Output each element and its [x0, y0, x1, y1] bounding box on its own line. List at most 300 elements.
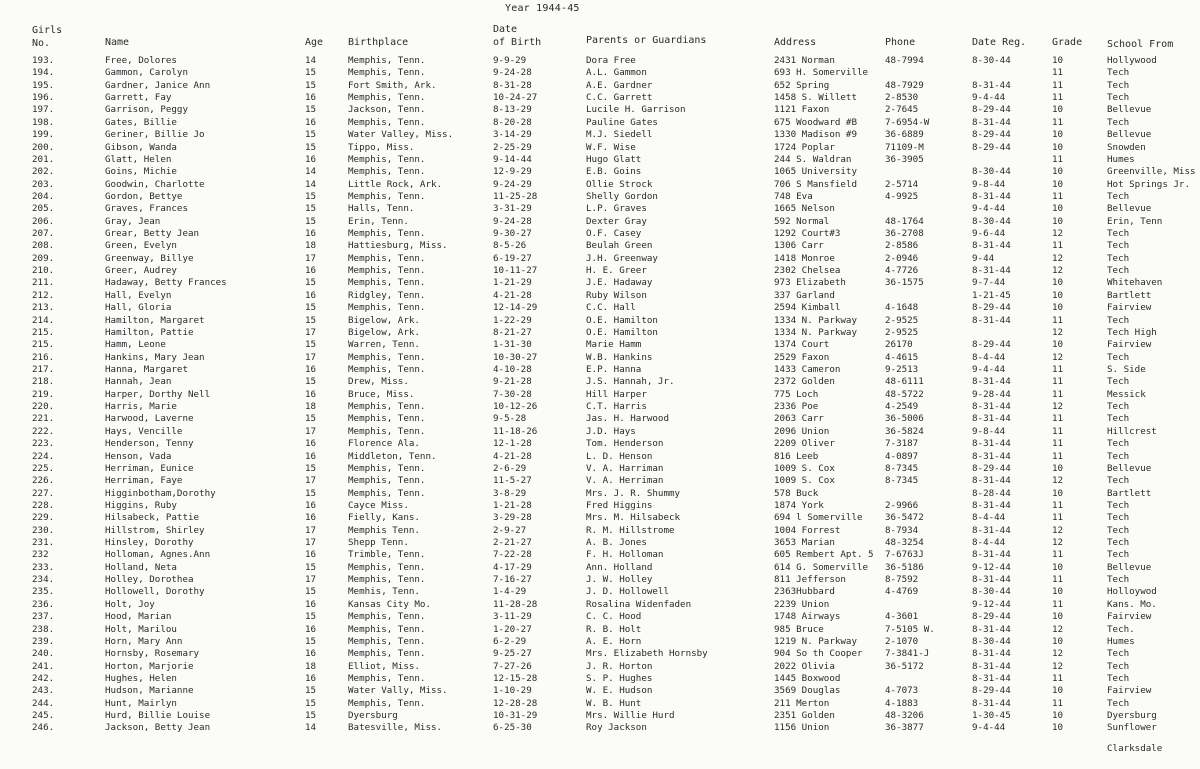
student-name-cell: Hays, Vencille [105, 425, 183, 437]
table-row [0, 722, 1200, 734]
header-school-from: School From [1107, 39, 1174, 50]
age-cell: 14 [305, 55, 317, 66]
parent-guardian-cell: C.C. Hall [586, 302, 636, 314]
student-name-cell: Henderson, Tenny [105, 438, 194, 450]
parent-guardian-cell: W. E. Hudson [586, 685, 653, 697]
grade-cell: 11 [1052, 153, 1064, 165]
address-cell: 1219 N. Parkway [774, 635, 857, 647]
date-of-birth-cell: 12-1-28 [493, 438, 532, 450]
school-from-cell: Tech [1107, 314, 1130, 326]
student-name-cell: Hood, Marian [105, 611, 172, 623]
girl-number-cell: 225. [32, 462, 55, 474]
birthplace-cell: Memhis, Tenn. [348, 586, 420, 598]
school-from-cell: Whitehaven [1107, 277, 1163, 289]
date-of-birth-cell: 10-30-27 [493, 351, 538, 363]
student-table [0, 55, 1200, 735]
phone-cell: 2-7645 [885, 104, 919, 116]
address-cell: 1748 Airways [774, 611, 841, 623]
girl-number-cell: 202. [32, 166, 55, 178]
girl-number-cell: 243. [32, 685, 55, 697]
student-name-cell: Goins, Michie [105, 166, 177, 178]
student-name-cell: Higginbotham,Dorothy [105, 487, 216, 499]
parent-guardian-cell: V. A. Herriman [586, 475, 664, 487]
school-from-cell: S. Side [1107, 363, 1146, 375]
phone-cell: 36-5824 [885, 425, 924, 437]
birthplace-cell: Elliot, Miss. [348, 660, 420, 672]
address-cell: 985 Bruce [774, 623, 824, 635]
girl-number-cell: 224. [32, 450, 55, 462]
parent-guardian-cell: O.F. Casey [586, 228, 642, 240]
grade-cell: 11 [1052, 190, 1064, 202]
parent-guardian-cell: F. H. Holloman [586, 549, 664, 561]
age-cell: 15 [305, 611, 317, 623]
grade-cell: 10 [1052, 635, 1064, 647]
header-name: Name [105, 37, 130, 48]
age-cell: 15 [305, 487, 317, 499]
birthplace-cell: Bigelow, Ark. [348, 326, 420, 338]
table-row [0, 315, 1200, 327]
girl-number-cell: 205. [32, 203, 55, 215]
table-row [0, 611, 1200, 623]
student-name-cell: Gardner, Janice Ann [105, 79, 211, 91]
header-parents: Parents or Guardians [586, 35, 707, 46]
phone-cell: 2-0946 [885, 252, 919, 264]
parent-guardian-cell: Ruby Wilson [586, 289, 647, 301]
school-from-cell: Holloywod [1107, 586, 1157, 598]
girl-number-cell: 246. [32, 722, 55, 734]
date-of-birth-cell: 12-15-28 [493, 672, 538, 684]
girl-number-cell: 241. [32, 660, 55, 672]
table-row [0, 92, 1200, 104]
student-name-cell: Hall, Gloria [105, 302, 172, 314]
address-cell: 2351 Golden [774, 710, 835, 722]
student-name-cell: Gammon, Carolyn [105, 67, 188, 79]
table-row [0, 376, 1200, 388]
date-registered-cell: 8-31-44 [972, 413, 1011, 425]
date-registered-cell: 8-31-44 [972, 623, 1011, 635]
address-cell: 2594 Kimball [774, 302, 841, 314]
girl-number-cell: 194. [32, 67, 55, 79]
date-registered-cell: 1-30-45 [972, 710, 1011, 722]
phone-cell: 36-3877 [885, 722, 924, 734]
table-row [0, 104, 1200, 116]
parent-guardian-cell: W.F. Wise [586, 141, 636, 153]
girl-number-cell: 196. [32, 92, 55, 104]
girl-number-cell: 208. [32, 240, 55, 252]
date-registered-cell: 9-8-44 [972, 425, 1006, 437]
table-row [0, 67, 1200, 79]
girl-number-cell: 199. [32, 129, 55, 141]
girl-number-cell: 213. [32, 302, 55, 314]
date-registered-cell: 9-44 [972, 252, 995, 264]
date-registered-cell: 8-30-44 [972, 215, 1011, 227]
date-of-birth-cell: 1-20-27 [493, 623, 532, 635]
school-from-cell: Tech [1107, 116, 1130, 128]
student-name-cell: Holt, Marilou [105, 623, 177, 635]
student-name-cell: Harper, Dorthy Nell [105, 388, 211, 400]
birthplace-cell: Memphis, Tenn. [348, 574, 426, 586]
address-cell: 1724 Poplar [774, 141, 835, 153]
grade-cell: 10 [1052, 166, 1064, 178]
birthplace-cell: Memphis, Tenn. [348, 55, 426, 66]
girl-number-cell: 193. [32, 55, 55, 66]
date-of-birth-cell: 9-24-29 [493, 178, 532, 190]
parent-guardian-cell: Shelly Gordon [586, 190, 658, 202]
girl-number-cell: 197. [32, 104, 55, 116]
address-cell: 693 H. Somerville [774, 67, 869, 79]
date-of-birth-cell: 10-12-26 [493, 401, 538, 413]
parent-guardian-cell: V. A. Harriman [586, 462, 664, 474]
date-registered-cell: 9-28-44 [972, 388, 1011, 400]
grade-cell: 11 [1052, 672, 1064, 684]
phone-cell: 4-0897 [885, 450, 919, 462]
phone-cell: 36-6889 [885, 129, 924, 141]
student-name-cell: Higgins, Ruby [105, 499, 177, 511]
table-row [0, 389, 1200, 401]
header-birthplace: Birthplace [348, 37, 409, 48]
phone-cell: 4-7726 [885, 265, 919, 277]
phone-cell: 2-8530 [885, 92, 919, 104]
phone-cell: 36-5006 [885, 413, 924, 425]
school-from-cell: Tech [1107, 67, 1130, 79]
address-cell: 1121 Faxon [774, 104, 830, 116]
student-name-cell: Harwood, Laverne [105, 413, 194, 425]
table-row [0, 624, 1200, 636]
date-of-birth-cell: 4-21-28 [493, 450, 532, 462]
address-cell: 1156 Union [774, 722, 830, 734]
parent-guardian-cell: Beulah Green [586, 240, 653, 252]
age-cell: 17 [305, 351, 317, 363]
header-age: Age [305, 37, 324, 48]
student-name-cell: Holt, Joy [105, 598, 155, 610]
parent-guardian-cell: M.J. Siedell [586, 129, 653, 141]
date-registered-cell: 9-12-44 [972, 598, 1011, 610]
grade-cell: 12 [1052, 475, 1064, 487]
girl-number-cell: 234. [32, 574, 55, 586]
phone-cell: 36-3905 [885, 153, 924, 165]
date-registered-cell: 9-6-44 [972, 228, 1006, 240]
phone-cell: 4-1648 [885, 302, 919, 314]
parent-guardian-cell: O.E. Hamilton [586, 314, 658, 326]
date-registered-cell: 8-31-44 [972, 376, 1011, 388]
student-name-cell: Geriner, Billie Jo [105, 129, 205, 141]
student-name-cell: Hillstrom, Shirley [105, 524, 205, 536]
grade-cell: 12 [1052, 351, 1064, 363]
age-cell: 15 [305, 302, 317, 314]
girl-number-cell: 209. [32, 252, 55, 264]
age-cell: 16 [305, 92, 317, 104]
school-from-cell: Hillcrest [1107, 425, 1157, 437]
age-cell: 15 [305, 635, 317, 647]
parent-guardian-cell: Rosalina Widenfaden [586, 598, 692, 610]
table-row [0, 537, 1200, 549]
grade-cell: 11 [1052, 314, 1064, 326]
table-row [0, 549, 1200, 561]
date-registered-cell: 8-31-44 [972, 401, 1011, 413]
birthplace-cell: Memphis, Tenn. [348, 363, 426, 375]
address-cell: 1418 Monroe [774, 252, 835, 264]
age-cell: 16 [305, 672, 317, 684]
birthplace-cell: Memphis, Tenn. [348, 635, 426, 647]
age-cell: 16 [305, 598, 317, 610]
date-of-birth-cell: 9-9-29 [493, 55, 527, 66]
phone-cell: 8-7345 [885, 475, 919, 487]
birthplace-cell: Fielly, Kans. [348, 512, 420, 524]
phone-cell: 36-2708 [885, 228, 924, 240]
grade-cell: 12 [1052, 660, 1064, 672]
table-row [0, 451, 1200, 463]
phone-cell: 4-7073 [885, 685, 919, 697]
grade-cell: 12 [1052, 326, 1064, 338]
girl-number-cell: 214. [32, 314, 55, 326]
phone-cell: 4-4615 [885, 351, 919, 363]
date-of-birth-cell: 11-28-28 [493, 598, 538, 610]
grade-cell: 11 [1052, 388, 1064, 400]
parent-guardian-cell: Mrs. M. Hilsabeck [586, 512, 681, 524]
date-of-birth-cell: 1-22-29 [493, 314, 532, 326]
grade-cell: 11 [1052, 92, 1064, 104]
age-cell: 16 [305, 153, 317, 165]
address-cell: 2302 Chelsea [774, 265, 841, 277]
phone-cell: 4-1883 [885, 697, 919, 709]
student-name-cell: Gates, Billie [105, 116, 177, 128]
student-name-cell: Hannah, Jean [105, 376, 172, 388]
phone-cell: 7-6763J [885, 549, 924, 561]
birthplace-cell: Memphis, Tenn. [348, 611, 426, 623]
date-of-birth-cell: 4-17-29 [493, 561, 532, 573]
school-from-cell: Tech [1107, 660, 1130, 672]
birthplace-cell: Memphis, Tenn. [348, 697, 426, 709]
parent-guardian-cell: Tom. Henderson [586, 438, 664, 450]
birthplace-cell: Little Rock, Ark. [348, 178, 443, 190]
parent-guardian-cell: W.B. Hankins [586, 351, 653, 363]
student-name-cell: Garrison, Peggy [105, 104, 188, 116]
parent-guardian-cell: J. W. Holley [586, 574, 653, 586]
birthplace-cell: Ridgley, Tenn. [348, 289, 426, 301]
grade-cell: 11 [1052, 79, 1064, 91]
date-of-birth-cell: 1-31-30 [493, 339, 532, 351]
address-cell: 973 Elizabeth [774, 277, 846, 289]
birthplace-cell: Erin, Tenn. [348, 215, 409, 227]
age-cell: 15 [305, 586, 317, 598]
address-cell: 904 So th Cooper [774, 648, 863, 660]
date-of-birth-cell: 8-5-26 [493, 240, 527, 252]
birthplace-cell: Batesville, Miss. [348, 722, 443, 734]
girl-number-cell: 239. [32, 635, 55, 647]
school-from-cell: Greenville, Miss [1107, 166, 1196, 178]
girl-number-cell: 206. [32, 215, 55, 227]
date-registered-cell: 8-29-44 [972, 685, 1011, 697]
date-of-birth-cell: 3-14-29 [493, 129, 532, 141]
school-from-cell: Bellevue [1107, 104, 1152, 116]
birthplace-cell: Memphis, Tenn. [348, 623, 426, 635]
date-of-birth-cell: 3-29-28 [493, 512, 532, 524]
address-cell: 1004 Forrest [774, 524, 841, 536]
school-from-cell: Erin, Tenn [1107, 215, 1163, 227]
address-cell: 1334 N. Parkway [774, 326, 857, 338]
phone-cell: 4-9925 [885, 190, 919, 202]
girl-number-cell: 203. [32, 178, 55, 190]
parent-guardian-cell: C. C. Hood [586, 611, 642, 623]
table-row [0, 525, 1200, 537]
address-cell: 2529 Faxon [774, 351, 830, 363]
date-of-birth-cell: 10-24-27 [493, 92, 538, 104]
parent-guardian-cell: Lucile H. Garrison [586, 104, 686, 116]
parent-guardian-cell: Mrs. Willie Hurd [586, 710, 675, 722]
school-from-cell: Tech [1107, 499, 1130, 511]
address-cell: 605 Rembert Apt. 5 [774, 549, 874, 561]
table-row [0, 228, 1200, 240]
school-from-cell: Fairview [1107, 685, 1152, 697]
table-row [0, 475, 1200, 487]
grade-cell: 11 [1052, 512, 1064, 524]
student-name-cell: Graves, Frances [105, 203, 188, 215]
phone-cell: 7-5105 W. [885, 623, 935, 635]
age-cell: 15 [305, 190, 317, 202]
address-cell: 2372 Golden [774, 376, 835, 388]
birthplace-cell: Shepp Tenn. [348, 537, 409, 549]
grade-cell: 12 [1052, 228, 1064, 240]
phone-cell: 7-3841-J [885, 648, 930, 660]
address-cell: 675 Woodward #B [774, 116, 857, 128]
date-of-birth-cell: 8-13-29 [493, 104, 532, 116]
student-name-cell: Hamm, Leone [105, 339, 166, 351]
student-name-cell: Hankins, Mary Jean [105, 351, 205, 363]
school-from-cell: Kans. Mo. [1107, 598, 1157, 610]
student-name-cell: Gray, Jean [105, 215, 161, 227]
date-registered-cell: 9-12-44 [972, 561, 1011, 573]
age-cell: 14 [305, 166, 317, 178]
date-of-birth-cell: 11-18-26 [493, 425, 538, 437]
school-from-cell: Bellevue [1107, 462, 1152, 474]
phone-cell: 8-7592 [885, 574, 919, 586]
age-cell: 17 [305, 475, 317, 487]
student-name-cell: Horton, Marjorie [105, 660, 194, 672]
address-cell: 694 l Somerville [774, 512, 863, 524]
date-of-birth-cell: 11-25-28 [493, 190, 538, 202]
age-cell: 15 [305, 141, 317, 153]
phone-cell: 36-1575 [885, 277, 924, 289]
grade-cell: 11 [1052, 697, 1064, 709]
phone-cell: 2-9525 [885, 314, 919, 326]
date-registered-cell: 8-29-44 [972, 462, 1011, 474]
date-of-birth-cell: 9-25-27 [493, 648, 532, 660]
parent-guardian-cell: L. D. Henson [586, 450, 653, 462]
table-row [0, 698, 1200, 710]
date-registered-cell: 8-31-44 [972, 314, 1011, 326]
parent-guardian-cell: J.D. Hays [586, 425, 636, 437]
date-registered-cell: 8-31-44 [972, 190, 1011, 202]
date-registered-cell: 8-31-44 [972, 524, 1011, 536]
address-cell: 1330 Madison #9 [774, 129, 857, 141]
date-registered-cell: 8-31-44 [972, 499, 1011, 511]
student-name-cell: Grear, Betty Jean [105, 228, 200, 240]
age-cell: 14 [305, 178, 317, 190]
table-row [0, 488, 1200, 500]
girl-number-cell: 221. [32, 413, 55, 425]
girl-number-cell: 229. [32, 512, 55, 524]
address-cell: 816 Leeb [774, 450, 819, 462]
school-from-cell: Bellevue [1107, 561, 1152, 573]
address-cell: 1065 University [774, 166, 857, 178]
school-from-cell: Tech [1107, 438, 1130, 450]
school-from-cell: Tech [1107, 512, 1130, 524]
school-from-cell: Bartlett [1107, 289, 1152, 301]
date-registered-cell: 8-29-44 [972, 141, 1011, 153]
date-registered-cell: 8-31-44 [972, 574, 1011, 586]
age-cell: 17 [305, 326, 317, 338]
date-of-birth-cell: 6-25-30 [493, 722, 532, 734]
date-registered-cell: 8-31-44 [972, 475, 1011, 487]
birthplace-cell: Cayce Miss. [348, 499, 409, 511]
student-name-cell: Garrett, Fay [105, 92, 172, 104]
birthplace-cell: Memphis, Tenn. [348, 190, 426, 202]
student-name-cell: Herriman, Eunice [105, 462, 194, 474]
parent-guardian-cell: Hugo Glatt [586, 153, 642, 165]
school-from-cell: Snowden [1107, 141, 1146, 153]
birthplace-cell: Drew, Miss. [348, 376, 409, 388]
date-registered-cell: 8-31-44 [972, 672, 1011, 684]
grade-cell: 11 [1052, 598, 1064, 610]
address-cell: 775 Loch [774, 388, 819, 400]
address-cell: 1874 York [774, 499, 824, 511]
header-date-reg: Date Reg. [972, 37, 1027, 48]
school-from-cell: Tech [1107, 672, 1130, 684]
table-row [0, 562, 1200, 574]
address-cell: 1665 Nelson [774, 203, 835, 215]
grade-cell: 12 [1052, 252, 1064, 264]
school-from-cell: Fairview [1107, 611, 1152, 623]
girl-number-cell: 215. [32, 326, 55, 338]
age-cell: 15 [305, 413, 317, 425]
parent-guardian-cell: A. E. Horn [586, 635, 642, 647]
table-row [0, 364, 1200, 376]
address-cell: 1334 N. Parkway [774, 314, 857, 326]
table-row [0, 216, 1200, 228]
table-row [0, 290, 1200, 302]
header-date-of-birth: Date of Birth [493, 24, 542, 48]
grade-cell: 10 [1052, 462, 1064, 474]
school-from-cell: Tech High [1107, 326, 1157, 338]
school-from-cell: Tech. [1107, 623, 1135, 635]
birthplace-cell: Trimble, Tenn. [348, 549, 426, 561]
date-registered-cell: 8-30-44 [972, 635, 1011, 647]
age-cell: 18 [305, 660, 317, 672]
address-cell: 244 S. Waldran [774, 153, 852, 165]
date-registered-cell: 8-31-44 [972, 116, 1011, 128]
birthplace-cell: Memphis, Tenn. [348, 425, 426, 437]
girl-number-cell: 218. [32, 376, 55, 388]
parent-guardian-cell: Dexter Gray [586, 215, 647, 227]
grade-cell: 10 [1052, 685, 1064, 697]
student-name-cell: Hudson, Marianne [105, 685, 194, 697]
school-from-cell: Tech [1107, 190, 1130, 202]
girl-number-cell: 226. [32, 475, 55, 487]
parent-guardian-cell: J. D. Hollowell [586, 586, 669, 598]
parent-guardian-cell: J.H. Greenway [586, 252, 658, 264]
student-name-cell: Harris, Marie [105, 401, 177, 413]
header-address: Address [774, 37, 817, 48]
date-of-birth-cell: 3-31-29 [493, 203, 532, 215]
age-cell: 15 [305, 314, 317, 326]
student-name-cell: Hanna, Margaret [105, 363, 188, 375]
student-name-cell: Hornsby, Rosemary [105, 648, 200, 660]
address-cell: 2336 Poe [774, 401, 819, 413]
parent-guardian-cell: H. E. Greer [586, 265, 647, 277]
school-from-cell: Dyersburg [1107, 710, 1157, 722]
age-cell: 16 [305, 289, 317, 301]
school-from-cell: Tech [1107, 92, 1130, 104]
